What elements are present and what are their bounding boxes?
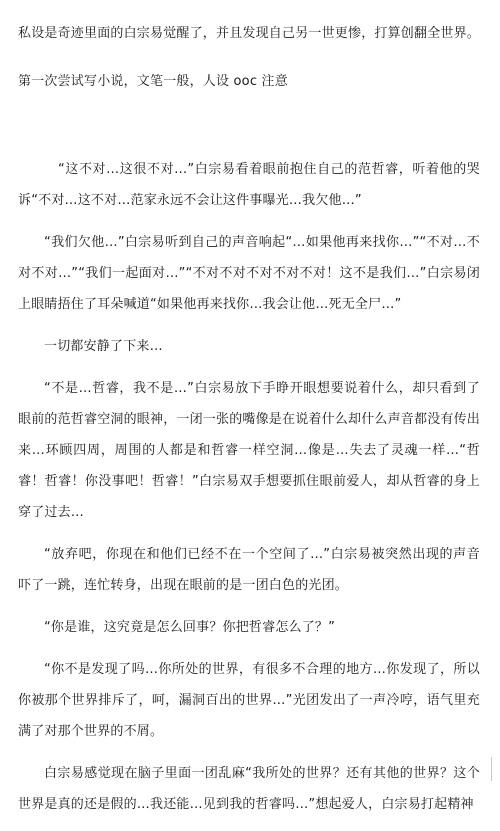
story-paragraph: “你不是发现了吗…你所处的世界，有很多不合理的地方…你发现了，所以你被那个世界排斥了，呵，漏洞百出的世界…”光团发出了一声冷哼，语气里充满了对那个世界的不屑。 (18, 662, 480, 739)
story-body (18, 154, 480, 820)
story-paragraph: 一切都安静了下来… (44, 339, 163, 354)
story-paragraph: “不是…哲睿，我不是…”白宗易放下手睁开眼想要说着什么，却只看到了眼前的范哲睿空洞的眼神，一闭一张的嘴像是在说着什么却什么声音都没有传出来…环顾四周，周围的人都是和哲睿一样空洞…像是…失去了灵魂一样…“哲睿！哲睿！你没事吧！哲睿！”白宗易双手想要抓住眼前爱人，却从哲睿的身上穿了过去… (18, 381, 481, 520)
story-paragraph: “这不对…这很不对…”白宗易看着眼前抱住自己的范哲睿，听着他的哭诉“不对…这不对…范家永远不会让这件事曝光…我欠他…” (18, 162, 480, 208)
preface-setting-note: 私设是奇迹里面的白宗易觉醒了，并且发现自己另一世更惨，打算创翻全世界。 (18, 26, 481, 41)
story-paragraph: 白宗易感觉现在脑子里面一团乱麻“我所处的世界？还有其他的世界？这个世界是真的还是假的…我还能…见到我的哲睿吗…”想起爱人，白宗易打起精神 (18, 766, 480, 812)
story-paragraph: “我们欠他…”白宗易听到自己的声音响起“…如果他再来找你…”“不对…不对不对…”“我们一起面对…”“不对不对不对不对不对！这不是我们…”白宗易闭上眼睛捂住了耳朵喊道“如果他再来找你…我会让他…死无全尸…” (18, 235, 480, 312)
preface-ooc-warning: 第一次尝试写小说，文笔一般，人设 ooc 注意 (18, 74, 288, 89)
page-edge-divider (491, 757, 492, 781)
document-page (18, 24, 480, 831)
story-paragraph: “放弃吧，你现在和他们已经不在一个空间了…”白宗易被突然出现的声音吓了一跳，连忙转身，出现在眼前的是一团白色的光团。 (18, 547, 480, 593)
author-preface (18, 24, 480, 92)
story-paragraph: “你是谁，这究竟是怎么回事？你把哲睿怎么了？” (44, 620, 336, 635)
